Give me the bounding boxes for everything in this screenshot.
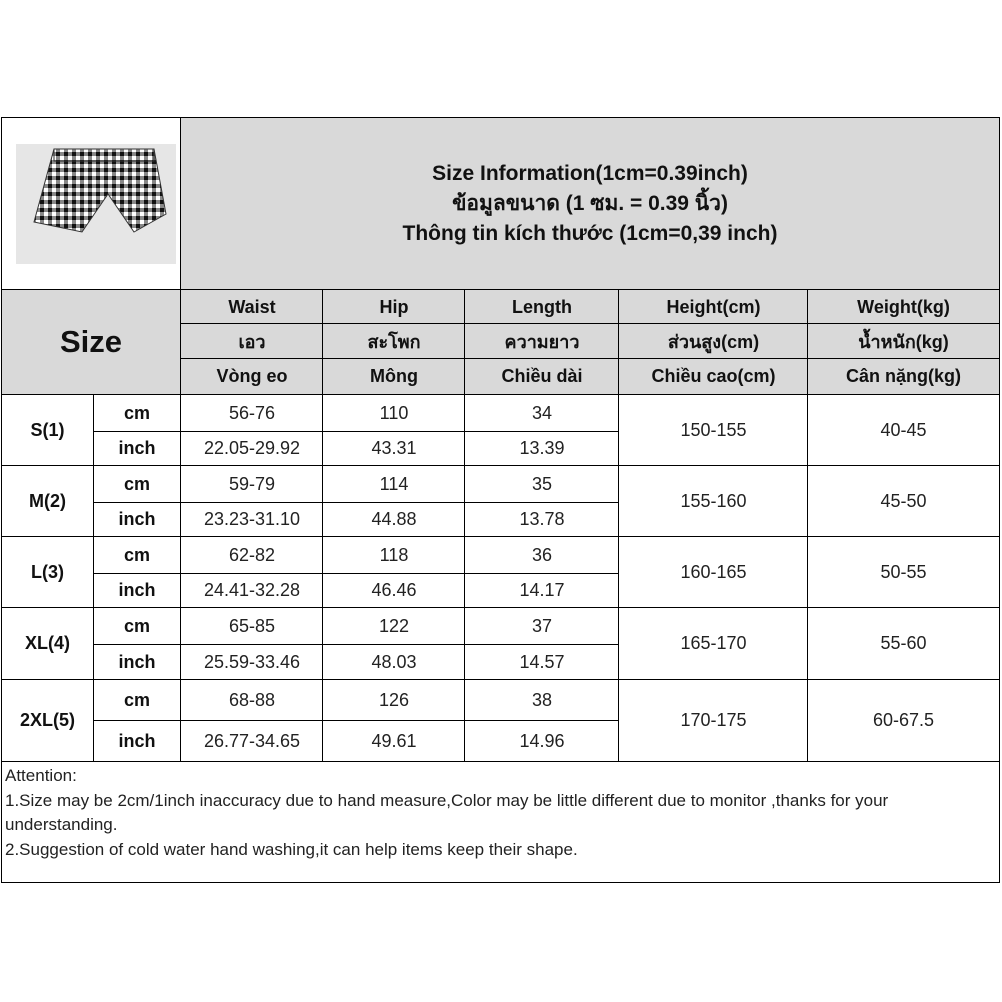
height-value: 150-155 — [680, 419, 747, 440]
title-thai: ข้อมูลขนาด (1 ซม. = 0.39 นิ้ว) — [452, 191, 728, 215]
weight-value: 60-67.5 — [872, 710, 935, 730]
grid-line — [807, 290, 808, 761]
unit-label: inch — [118, 509, 156, 529]
height-value: 155-160 — [680, 490, 747, 511]
grid-line — [322, 290, 323, 761]
gingham-shorts-image — [16, 144, 176, 264]
title-english: Size Information(1cm=0.39inch) — [432, 161, 748, 185]
column-header-vi: Chiều cao(cm) — [619, 359, 808, 394]
length-value: 13.78 — [519, 509, 565, 529]
column-header-th: สะโพก — [323, 324, 465, 359]
column-header-en: Length — [465, 290, 619, 324]
waist-value: 59-79 — [228, 473, 276, 494]
column-header-en: Weight(kg) — [808, 290, 999, 324]
waist-value: 68-88 — [228, 689, 276, 710]
grid-line — [2, 394, 999, 395]
column-header-en: Hip — [323, 290, 465, 324]
unit-label: cm — [123, 544, 150, 565]
grid-line — [2, 679, 999, 680]
attention-line-2: 2.Suggestion of cold water hand washing,it can help items keep their shape. — [5, 839, 578, 859]
weight-value: 40-45 — [880, 419, 927, 440]
grid-line — [94, 573, 619, 574]
waist-value: 23.23-31.10 — [203, 509, 301, 529]
waist-value: 62-82 — [228, 544, 276, 565]
length-value: 35 — [531, 473, 553, 494]
waist-value: 25.59-33.46 — [203, 651, 301, 672]
unit-label: inch — [118, 651, 156, 672]
hip-value: 118 — [379, 544, 409, 565]
unit-label: cm — [123, 402, 150, 423]
title-block — [181, 118, 999, 289]
grid-line — [2, 289, 999, 290]
length-value: 14.57 — [519, 651, 565, 672]
size-label: 2XL(5) — [19, 710, 75, 730]
length-value: 13.39 — [519, 438, 565, 458]
grid-line — [94, 502, 619, 503]
grid-line — [2, 465, 999, 466]
unit-label: inch — [118, 438, 156, 458]
weight-value: 55-60 — [880, 633, 927, 653]
column-header-th: เอว — [181, 324, 323, 359]
length-value: 36 — [531, 544, 553, 565]
hip-value: 46.46 — [371, 580, 417, 600]
grid-line — [2, 536, 999, 537]
attention-notes — [5, 764, 995, 862]
hip-value: 43.31 — [371, 438, 417, 458]
size-label: S(1) — [30, 419, 65, 440]
grid-line — [94, 431, 619, 432]
hip-value: 48.03 — [371, 651, 417, 672]
attention-heading: Attention: — [5, 766, 77, 785]
hip-value: 122 — [378, 615, 410, 636]
column-header-vi: Vòng eo — [181, 359, 323, 394]
column-header-th: น้ำหนัก(kg) — [808, 324, 999, 359]
length-value: 38 — [531, 689, 553, 710]
unit-label: cm — [123, 689, 150, 710]
column-header-en: Waist — [181, 290, 323, 324]
title-vietnamese: Thông tin kích thước (1cm=0,39 inch) — [402, 221, 778, 245]
attention-line-1: 1.Size may be 2cm/1inch inaccuracy due to hand measure,Color may be little different due to monitor ,thanks for your understanding. — [5, 790, 889, 834]
unit-label: cm — [123, 615, 150, 636]
waist-value: 26.77-34.65 — [203, 730, 301, 751]
hip-value: 110 — [379, 402, 409, 423]
length-value: 34 — [531, 402, 553, 423]
waist-value: 65-85 — [228, 615, 276, 636]
length-value: 37 — [531, 615, 553, 636]
grid-line — [2, 607, 999, 608]
column-header-vi: Cân nặng(kg) — [808, 359, 999, 394]
waist-value: 22.05-29.92 — [203, 438, 301, 458]
grid-line — [180, 290, 181, 761]
grid-line — [94, 644, 619, 645]
column-header-en: Height(cm) — [619, 290, 808, 324]
length-value: 14.96 — [519, 730, 565, 751]
column-header-vi: Chiều dài — [465, 359, 619, 394]
hip-value: 44.88 — [371, 509, 417, 529]
weight-value: 45-50 — [880, 490, 927, 511]
size-label: L(3) — [31, 561, 64, 582]
column-header-th: ส่วนสูง(cm) — [619, 324, 808, 359]
column-header-th: ความยาว — [465, 324, 619, 359]
grid-line — [464, 290, 465, 761]
size-label: M(2) — [29, 490, 66, 511]
size-label: XL(4) — [25, 633, 70, 653]
size-header-label: Size — [59, 324, 123, 359]
unit-label: inch — [118, 730, 156, 751]
waist-value: 56-76 — [228, 402, 276, 423]
grid-line — [2, 761, 999, 762]
waist-value: 24.41-32.28 — [203, 580, 301, 600]
grid-line — [93, 395, 94, 761]
size-chart — [1, 117, 1000, 883]
hip-value: 114 — [379, 473, 409, 494]
grid-line — [181, 323, 999, 324]
height-value: 170-175 — [680, 710, 747, 730]
height-value: 160-165 — [680, 561, 747, 582]
grid-line — [181, 358, 999, 359]
product-image-cell — [2, 118, 180, 289]
hip-value: 49.61 — [371, 730, 417, 751]
size-header — [2, 290, 180, 394]
length-value: 14.17 — [519, 580, 565, 600]
grid-line — [618, 290, 619, 761]
grid-line — [94, 720, 619, 721]
height-value: 165-170 — [680, 633, 747, 653]
unit-label: inch — [118, 580, 156, 600]
weight-value: 50-55 — [880, 561, 927, 582]
hip-value: 126 — [378, 689, 410, 710]
unit-label: cm — [123, 473, 150, 494]
column-header-vi: Mông — [323, 359, 465, 394]
